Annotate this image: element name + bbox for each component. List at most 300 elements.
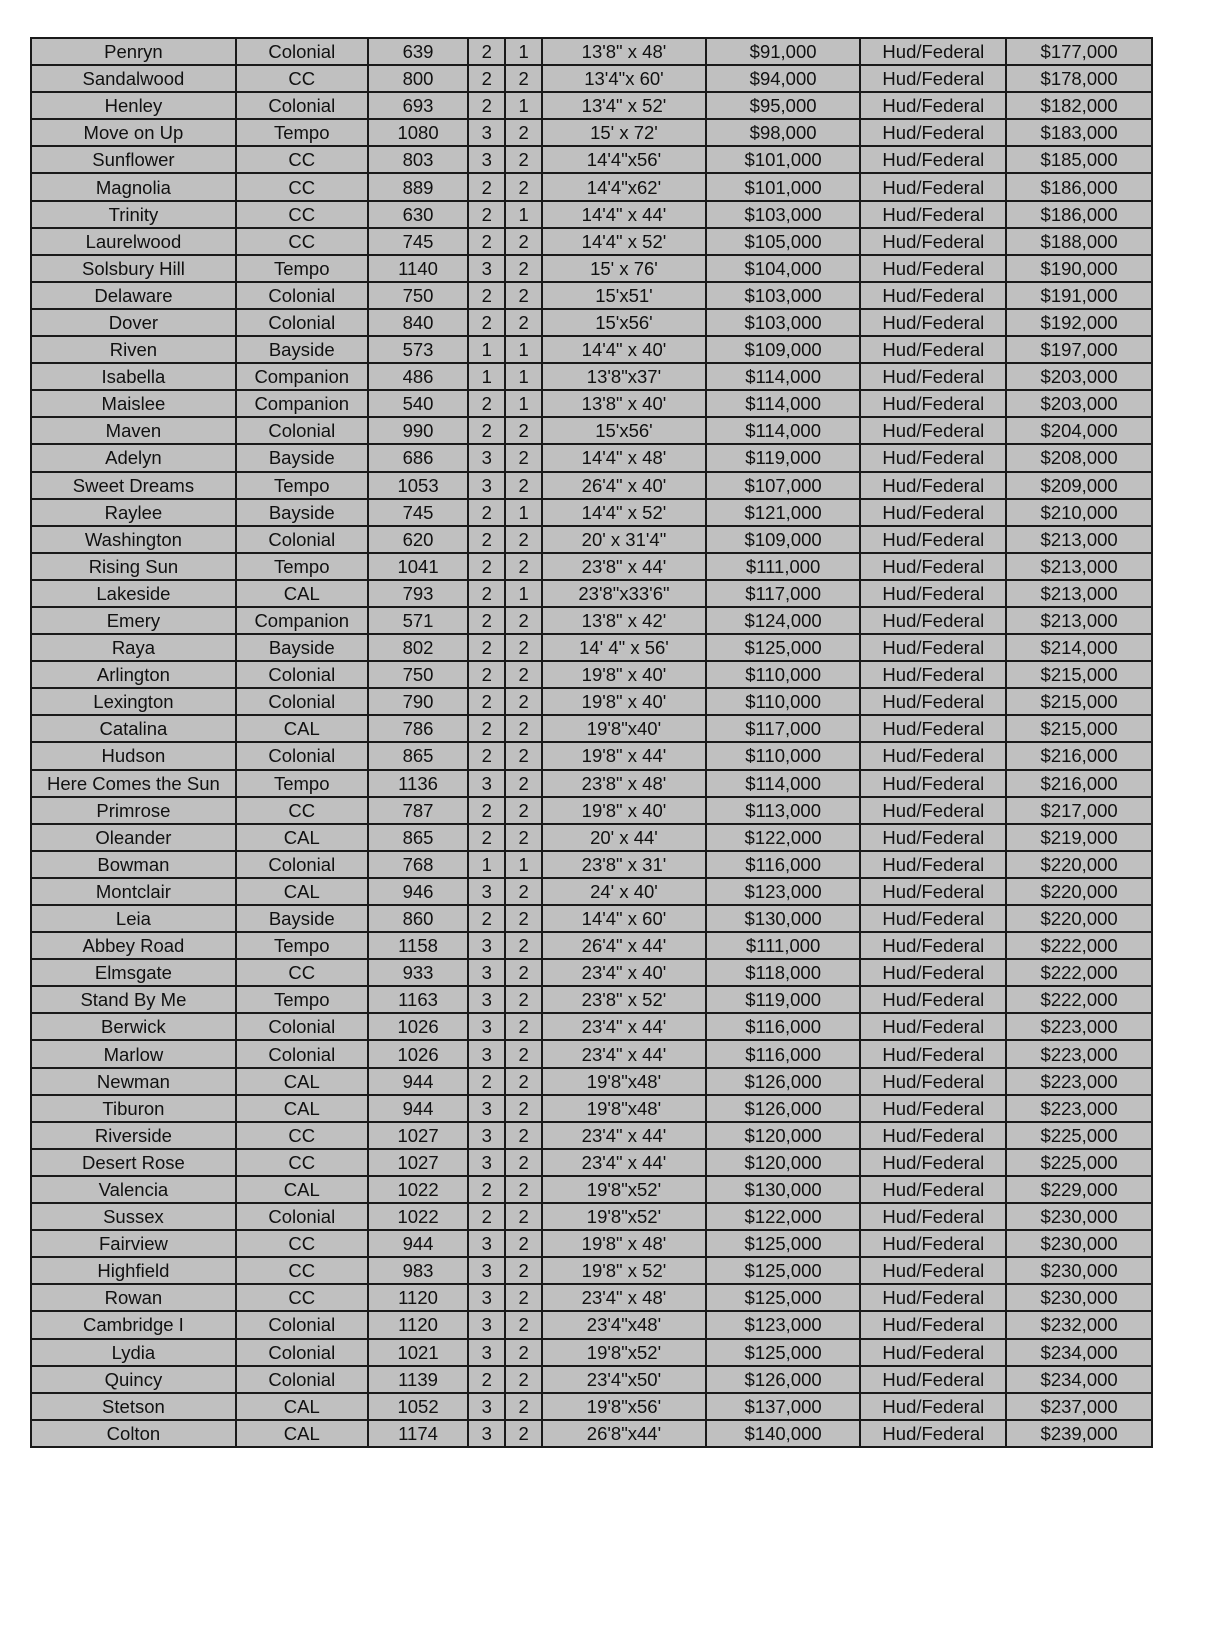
cell-bedrooms: 2: [468, 797, 505, 824]
cell-base-price: $122,000: [706, 1203, 861, 1230]
cell-total-price: $213,000: [1006, 580, 1152, 607]
cell-series: CAL: [236, 878, 368, 905]
cell-bedrooms: 2: [468, 905, 505, 932]
cell-model-name: Marlow: [31, 1040, 236, 1067]
cell-series: CAL: [236, 1176, 368, 1203]
cell-model-name: Delaware: [31, 282, 236, 309]
table-row: [31, 1420, 1152, 1447]
cell-dimensions: 23'4"x48': [542, 1311, 706, 1338]
cell-square-feet: 1027: [368, 1122, 469, 1149]
cell-total-price: $220,000: [1006, 878, 1152, 905]
cell-model-name: Sandalwood: [31, 65, 236, 92]
cell-bedrooms: 2: [468, 824, 505, 851]
cell-bedrooms: 2: [468, 309, 505, 336]
cell-dimensions: 13'8"x37': [542, 363, 706, 390]
cell-bathrooms: 2: [505, 1095, 542, 1122]
cell-bathrooms: 2: [505, 417, 542, 444]
home-models-table: [30, 37, 1153, 1448]
cell-bathrooms: 2: [505, 309, 542, 336]
cell-base-price: $101,000: [706, 146, 861, 173]
cell-square-feet: 745: [368, 499, 469, 526]
cell-bedrooms: 3: [468, 146, 505, 173]
cell-total-price: $177,000: [1006, 38, 1152, 65]
cell-total-price: $188,000: [1006, 228, 1152, 255]
cell-dimensions: 19'8"x48': [542, 1095, 706, 1122]
cell-series: CC: [236, 959, 368, 986]
cell-base-price: $122,000: [706, 824, 861, 851]
cell-base-price: $107,000: [706, 472, 861, 499]
cell-series: Colonial: [236, 688, 368, 715]
cell-total-price: $213,000: [1006, 607, 1152, 634]
cell-bathrooms: 2: [505, 282, 542, 309]
cell-bathrooms: 1: [505, 363, 542, 390]
cell-base-price: $120,000: [706, 1149, 861, 1176]
cell-bathrooms: 2: [505, 797, 542, 824]
cell-financing: Hud/Federal: [860, 1040, 1006, 1067]
cell-base-price: $121,000: [706, 499, 861, 526]
cell-model-name: Rising Sun: [31, 553, 236, 580]
cell-bedrooms: 1: [468, 336, 505, 363]
table-row: [31, 1149, 1152, 1176]
cell-base-price: $124,000: [706, 607, 861, 634]
cell-square-feet: 1052: [368, 1393, 469, 1420]
cell-total-price: $222,000: [1006, 986, 1152, 1013]
cell-total-price: $183,000: [1006, 119, 1152, 146]
cell-square-feet: 571: [368, 607, 469, 634]
cell-square-feet: 1139: [368, 1366, 469, 1393]
cell-total-price: $215,000: [1006, 715, 1152, 742]
cell-dimensions: 19'8" x 40': [542, 661, 706, 688]
cell-model-name: Elmsgate: [31, 959, 236, 986]
table-row: [31, 444, 1152, 471]
cell-dimensions: 19'8" x 40': [542, 688, 706, 715]
cell-model-name: Washington: [31, 526, 236, 553]
cell-financing: Hud/Federal: [860, 824, 1006, 851]
cell-bathrooms: 1: [505, 580, 542, 607]
cell-bathrooms: 2: [505, 1068, 542, 1095]
cell-financing: Hud/Federal: [860, 1095, 1006, 1122]
cell-series: CAL: [236, 1068, 368, 1095]
table-row: [31, 715, 1152, 742]
cell-dimensions: 23'4" x 40': [542, 959, 706, 986]
cell-model-name: Highfield: [31, 1257, 236, 1284]
table-row: [31, 255, 1152, 282]
cell-series: CAL: [236, 824, 368, 851]
cell-bathrooms: 2: [505, 634, 542, 661]
cell-series: CC: [236, 797, 368, 824]
cell-bathrooms: 2: [505, 1203, 542, 1230]
cell-financing: Hud/Federal: [860, 770, 1006, 797]
cell-bathrooms: 2: [505, 1257, 542, 1284]
cell-financing: Hud/Federal: [860, 1176, 1006, 1203]
cell-dimensions: 19'8"x52': [542, 1203, 706, 1230]
cell-financing: Hud/Federal: [860, 146, 1006, 173]
cell-square-feet: 1022: [368, 1203, 469, 1230]
cell-model-name: Raylee: [31, 499, 236, 526]
cell-model-name: Maislee: [31, 390, 236, 417]
cell-dimensions: 23'8"x33'6": [542, 580, 706, 607]
table-row: [31, 146, 1152, 173]
cell-base-price: $137,000: [706, 1393, 861, 1420]
cell-financing: Hud/Federal: [860, 472, 1006, 499]
cell-dimensions: 15' x 76': [542, 255, 706, 282]
cell-base-price: $111,000: [706, 553, 861, 580]
cell-financing: Hud/Federal: [860, 878, 1006, 905]
cell-square-feet: 1120: [368, 1311, 469, 1338]
table-row: [31, 1230, 1152, 1257]
cell-model-name: Adelyn: [31, 444, 236, 471]
cell-financing: Hud/Federal: [860, 499, 1006, 526]
cell-total-price: $225,000: [1006, 1122, 1152, 1149]
cell-bathrooms: 1: [505, 851, 542, 878]
cell-base-price: $103,000: [706, 201, 861, 228]
cell-base-price: $125,000: [706, 1284, 861, 1311]
cell-square-feet: 686: [368, 444, 469, 471]
cell-model-name: Valencia: [31, 1176, 236, 1203]
cell-series: Colonial: [236, 309, 368, 336]
cell-square-feet: 787: [368, 797, 469, 824]
cell-financing: Hud/Federal: [860, 905, 1006, 932]
cell-bathrooms: 2: [505, 444, 542, 471]
cell-dimensions: 14' 4" x 56': [542, 634, 706, 661]
cell-bedrooms: 3: [468, 1420, 505, 1447]
cell-model-name: Colton: [31, 1420, 236, 1447]
cell-base-price: $126,000: [706, 1366, 861, 1393]
cell-square-feet: 802: [368, 634, 469, 661]
cell-model-name: Dover: [31, 309, 236, 336]
cell-total-price: $214,000: [1006, 634, 1152, 661]
cell-financing: Hud/Federal: [860, 797, 1006, 824]
cell-series: Bayside: [236, 634, 368, 661]
cell-model-name: Lakeside: [31, 580, 236, 607]
cell-financing: Hud/Federal: [860, 390, 1006, 417]
cell-series: Tempo: [236, 472, 368, 499]
cell-financing: Hud/Federal: [860, 661, 1006, 688]
table-row: [31, 986, 1152, 1013]
cell-dimensions: 19'8" x 48': [542, 1230, 706, 1257]
table-row: [31, 742, 1152, 769]
cell-square-feet: 860: [368, 905, 469, 932]
table-row: [31, 851, 1152, 878]
cell-series: Companion: [236, 390, 368, 417]
cell-bedrooms: 2: [468, 580, 505, 607]
cell-base-price: $126,000: [706, 1068, 861, 1095]
cell-model-name: Sweet Dreams: [31, 472, 236, 499]
table-row: [31, 905, 1152, 932]
cell-bedrooms: 3: [468, 932, 505, 959]
cell-bathrooms: 2: [505, 1122, 542, 1149]
cell-series: Companion: [236, 363, 368, 390]
cell-bedrooms: 3: [468, 119, 505, 146]
cell-model-name: Sunflower: [31, 146, 236, 173]
cell-series: CC: [236, 1122, 368, 1149]
cell-base-price: $125,000: [706, 1339, 861, 1366]
cell-bathrooms: 2: [505, 173, 542, 200]
cell-dimensions: 14'4" x 44': [542, 201, 706, 228]
cell-series: Bayside: [236, 499, 368, 526]
cell-financing: Hud/Federal: [860, 309, 1006, 336]
cell-total-price: $216,000: [1006, 742, 1152, 769]
cell-financing: Hud/Federal: [860, 1068, 1006, 1095]
cell-square-feet: 1026: [368, 1013, 469, 1040]
cell-model-name: Maven: [31, 417, 236, 444]
cell-bedrooms: 2: [468, 1176, 505, 1203]
cell-dimensions: 13'4"x 60': [542, 65, 706, 92]
table-row: [31, 1311, 1152, 1338]
cell-financing: Hud/Federal: [860, 715, 1006, 742]
cell-dimensions: 20' x 44': [542, 824, 706, 851]
cell-total-price: $230,000: [1006, 1257, 1152, 1284]
table-row: [31, 553, 1152, 580]
table-row: [31, 499, 1152, 526]
cell-base-price: $116,000: [706, 1013, 861, 1040]
cell-bedrooms: 2: [468, 715, 505, 742]
cell-financing: Hud/Federal: [860, 444, 1006, 471]
cell-financing: Hud/Federal: [860, 282, 1006, 309]
cell-series: Tempo: [236, 932, 368, 959]
cell-base-price: $123,000: [706, 878, 861, 905]
cell-financing: Hud/Federal: [860, 1339, 1006, 1366]
cell-base-price: $119,000: [706, 986, 861, 1013]
cell-model-name: Quincy: [31, 1366, 236, 1393]
cell-dimensions: 19'8"x40': [542, 715, 706, 742]
table-row: [31, 1284, 1152, 1311]
table-row: [31, 38, 1152, 65]
cell-total-price: $192,000: [1006, 309, 1152, 336]
cell-financing: Hud/Federal: [860, 38, 1006, 65]
cell-total-price: $219,000: [1006, 824, 1152, 851]
cell-square-feet: 1174: [368, 1420, 469, 1447]
cell-financing: Hud/Federal: [860, 1203, 1006, 1230]
cell-total-price: $215,000: [1006, 688, 1152, 715]
cell-series: Colonial: [236, 1311, 368, 1338]
cell-total-price: $234,000: [1006, 1339, 1152, 1366]
cell-bathrooms: 2: [505, 715, 542, 742]
cell-total-price: $186,000: [1006, 173, 1152, 200]
table-row: [31, 309, 1152, 336]
cell-bathrooms: 2: [505, 607, 542, 634]
cell-model-name: Bowman: [31, 851, 236, 878]
cell-total-price: $178,000: [1006, 65, 1152, 92]
cell-total-price: $239,000: [1006, 1420, 1152, 1447]
cell-dimensions: 13'8" x 40': [542, 390, 706, 417]
cell-square-feet: 768: [368, 851, 469, 878]
cell-total-price: $210,000: [1006, 499, 1152, 526]
cell-model-name: Abbey Road: [31, 932, 236, 959]
cell-square-feet: 540: [368, 390, 469, 417]
cell-financing: Hud/Federal: [860, 1230, 1006, 1257]
cell-bedrooms: 2: [468, 607, 505, 634]
table-body: [31, 38, 1152, 1447]
cell-square-feet: 750: [368, 661, 469, 688]
table-row: [31, 824, 1152, 851]
cell-financing: Hud/Federal: [860, 255, 1006, 282]
table-row: [31, 1257, 1152, 1284]
cell-bathrooms: 2: [505, 1311, 542, 1338]
cell-total-price: $190,000: [1006, 255, 1152, 282]
cell-bedrooms: 3: [468, 1013, 505, 1040]
cell-model-name: Solsbury Hill: [31, 255, 236, 282]
cell-total-price: $230,000: [1006, 1284, 1152, 1311]
cell-bedrooms: 3: [468, 472, 505, 499]
cell-financing: Hud/Federal: [860, 932, 1006, 959]
cell-base-price: $125,000: [706, 1257, 861, 1284]
cell-financing: Hud/Federal: [860, 1149, 1006, 1176]
cell-total-price: $230,000: [1006, 1230, 1152, 1257]
cell-total-price: $216,000: [1006, 770, 1152, 797]
cell-series: Colonial: [236, 1339, 368, 1366]
cell-square-feet: 486: [368, 363, 469, 390]
cell-bedrooms: 3: [468, 1257, 505, 1284]
cell-base-price: $125,000: [706, 634, 861, 661]
cell-base-price: $114,000: [706, 390, 861, 417]
cell-series: CC: [236, 65, 368, 92]
cell-bathrooms: 2: [505, 119, 542, 146]
table-row: [31, 1203, 1152, 1230]
cell-bedrooms: 3: [468, 1284, 505, 1311]
cell-model-name: Cambridge I: [31, 1311, 236, 1338]
cell-total-price: $217,000: [1006, 797, 1152, 824]
table-row: [31, 1013, 1152, 1040]
cell-series: Bayside: [236, 905, 368, 932]
cell-financing: Hud/Federal: [860, 526, 1006, 553]
cell-bathrooms: 1: [505, 499, 542, 526]
cell-square-feet: 790: [368, 688, 469, 715]
cell-dimensions: 26'4" x 44': [542, 932, 706, 959]
cell-series: Tempo: [236, 553, 368, 580]
cell-total-price: $191,000: [1006, 282, 1152, 309]
table-row: [31, 1040, 1152, 1067]
cell-base-price: $117,000: [706, 715, 861, 742]
table-row: [31, 634, 1152, 661]
cell-series: Tempo: [236, 255, 368, 282]
cell-total-price: $185,000: [1006, 146, 1152, 173]
cell-total-price: $197,000: [1006, 336, 1152, 363]
cell-total-price: $203,000: [1006, 363, 1152, 390]
cell-financing: Hud/Federal: [860, 201, 1006, 228]
cell-bathrooms: 2: [505, 905, 542, 932]
cell-financing: Hud/Federal: [860, 553, 1006, 580]
cell-dimensions: 23'4" x 44': [542, 1013, 706, 1040]
cell-bedrooms: 3: [468, 1095, 505, 1122]
table-row: [31, 878, 1152, 905]
cell-total-price: $229,000: [1006, 1176, 1152, 1203]
table-row: [31, 363, 1152, 390]
cell-square-feet: 944: [368, 1095, 469, 1122]
table-row: [31, 65, 1152, 92]
cell-series: CC: [236, 1257, 368, 1284]
cell-square-feet: 1140: [368, 255, 469, 282]
cell-bedrooms: 3: [468, 1393, 505, 1420]
cell-financing: Hud/Federal: [860, 742, 1006, 769]
cell-series: Colonial: [236, 742, 368, 769]
cell-square-feet: 865: [368, 824, 469, 851]
cell-series: CC: [236, 228, 368, 255]
cell-series: CAL: [236, 715, 368, 742]
cell-series: Colonial: [236, 282, 368, 309]
cell-square-feet: 946: [368, 878, 469, 905]
table-row: [31, 526, 1152, 553]
cell-series: Bayside: [236, 444, 368, 471]
cell-financing: Hud/Federal: [860, 1257, 1006, 1284]
cell-financing: Hud/Federal: [860, 65, 1006, 92]
cell-model-name: Move on Up: [31, 119, 236, 146]
cell-model-name: Sussex: [31, 1203, 236, 1230]
table-row: [31, 228, 1152, 255]
cell-square-feet: 840: [368, 309, 469, 336]
cell-square-feet: 1053: [368, 472, 469, 499]
cell-total-price: $237,000: [1006, 1393, 1152, 1420]
table-row: [31, 932, 1152, 959]
cell-bathrooms: 2: [505, 661, 542, 688]
cell-total-price: $222,000: [1006, 932, 1152, 959]
table-row: [31, 282, 1152, 309]
cell-bathrooms: 2: [505, 986, 542, 1013]
cell-dimensions: 19'8" x 44': [542, 742, 706, 769]
cell-series: Colonial: [236, 661, 368, 688]
cell-financing: Hud/Federal: [860, 580, 1006, 607]
cell-total-price: $234,000: [1006, 1366, 1152, 1393]
cell-dimensions: 26'8"x44': [542, 1420, 706, 1447]
cell-model-name: Catalina: [31, 715, 236, 742]
table-row: [31, 580, 1152, 607]
cell-bathrooms: 2: [505, 1176, 542, 1203]
cell-base-price: $116,000: [706, 851, 861, 878]
cell-total-price: $232,000: [1006, 1311, 1152, 1338]
cell-bedrooms: 3: [468, 255, 505, 282]
cell-total-price: $208,000: [1006, 444, 1152, 471]
table-row: [31, 119, 1152, 146]
cell-square-feet: 803: [368, 146, 469, 173]
cell-square-feet: 693: [368, 92, 469, 119]
cell-dimensions: 13'8" x 42': [542, 607, 706, 634]
cell-model-name: Laurelwood: [31, 228, 236, 255]
cell-financing: Hud/Federal: [860, 363, 1006, 390]
cell-bedrooms: 2: [468, 1366, 505, 1393]
cell-base-price: $126,000: [706, 1095, 861, 1122]
cell-dimensions: 13'4" x 52': [542, 92, 706, 119]
cell-square-feet: 1136: [368, 770, 469, 797]
cell-bathrooms: 2: [505, 959, 542, 986]
cell-bedrooms: 2: [468, 65, 505, 92]
cell-model-name: Oleander: [31, 824, 236, 851]
cell-base-price: $95,000: [706, 92, 861, 119]
cell-total-price: $213,000: [1006, 553, 1152, 580]
table-row: [31, 959, 1152, 986]
cell-base-price: $101,000: [706, 173, 861, 200]
cell-square-feet: 745: [368, 228, 469, 255]
cell-dimensions: 15'x51': [542, 282, 706, 309]
cell-total-price: $225,000: [1006, 1149, 1152, 1176]
cell-model-name: Stetson: [31, 1393, 236, 1420]
cell-model-name: Lexington: [31, 688, 236, 715]
table-row: [31, 661, 1152, 688]
cell-dimensions: 14'4" x 52': [542, 499, 706, 526]
cell-dimensions: 19'8" x 52': [542, 1257, 706, 1284]
cell-bathrooms: 2: [505, 932, 542, 959]
cell-dimensions: 19'8"x52': [542, 1176, 706, 1203]
cell-financing: Hud/Federal: [860, 228, 1006, 255]
cell-total-price: $222,000: [1006, 959, 1152, 986]
table-row: [31, 173, 1152, 200]
cell-total-price: $215,000: [1006, 661, 1152, 688]
cell-model-name: Riverside: [31, 1122, 236, 1149]
cell-bathrooms: 2: [505, 1284, 542, 1311]
cell-model-name: Primrose: [31, 797, 236, 824]
table-row: [31, 390, 1152, 417]
cell-financing: Hud/Federal: [860, 1311, 1006, 1338]
cell-square-feet: 1027: [368, 1149, 469, 1176]
